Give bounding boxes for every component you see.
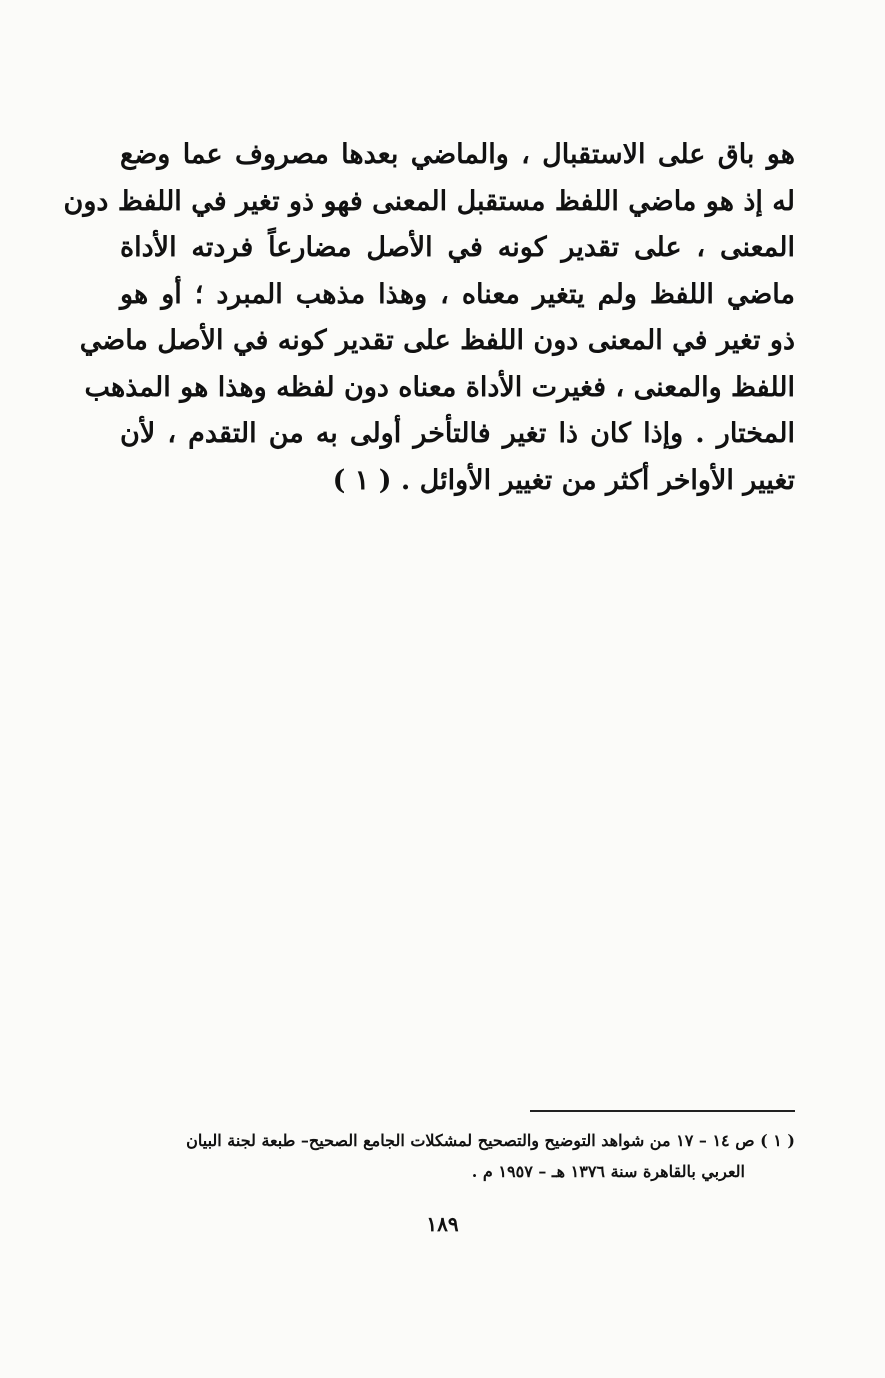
footnotes	[125, 1125, 795, 1187]
text-line: ذو تغير في المعنى دون اللفظ على تقدير كونه في الأصل ماضي	[79, 325, 795, 356]
text-line: المختار . وإذا كان ذا تغير فالتأخر أولى به من التقدم ، لأن	[120, 418, 795, 449]
text-line: له إذ هو ماضي اللفظ مستقبل المعنى فهو ذو تغير في اللفظ دون	[63, 185, 795, 217]
footnote-line: ( ١ ) ص ١٤ – ١٧ من شواهد التوضيح والتصحيح لمشكلات الجامع الصحيح– طبعة لجنة البيان	[186, 1131, 795, 1150]
page-number: ١٨٩	[426, 1212, 459, 1236]
text-line: ماضي اللفظ ولم يتغير معناه ، وهذا مذهب المبرد ؛ أو هو	[120, 278, 795, 310]
text-line: هو باق على الاستقبال ، والماضي بعدها مصروف عما وضع	[120, 139, 795, 170]
text-line: تغيير الأواخر أكثر من تغيير الأوائل . ( ١ )	[332, 464, 795, 496]
main-text	[63, 132, 795, 504]
text-line: اللفظ والمعنى ، فغيرت الأداة معناه دون لفظه وهذا هو المذهب	[84, 371, 795, 403]
text-line: المعنى ، على تقدير كونه في الأصل مضارعاً فردته الأداة	[120, 232, 795, 263]
footnote-divider	[530, 1110, 795, 1112]
footnote-line: العربي بالقاهرة سنة ١٣٧٦ هـ – ١٩٥٧ م .	[471, 1162, 745, 1181]
